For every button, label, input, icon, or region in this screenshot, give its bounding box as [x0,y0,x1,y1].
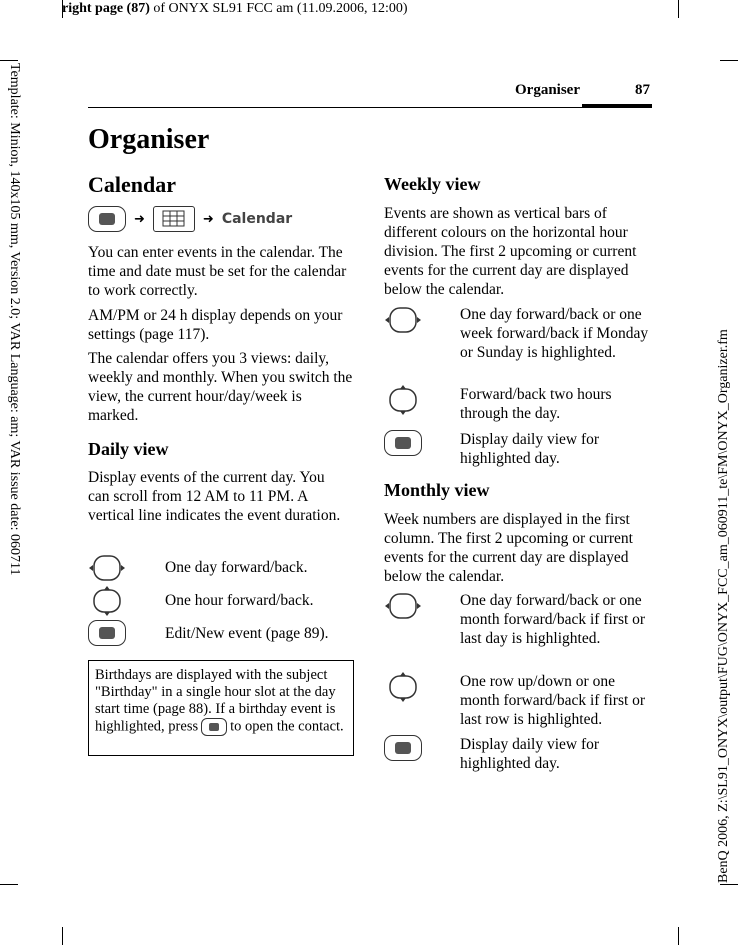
key-description: One row up/down or one month forward/back if first or last row is highlighted. [460,673,646,728]
template-info: Template: Minion, 140x105 mm, Version 2.0; VAR Language: am; VAR issue date: 060711 [7,63,22,576]
key-row [384,430,650,468]
weekly-view-heading: Weekly view [384,174,481,194]
key-row [384,305,650,362]
print-banner-rest: of ONYX SL91 FCC am (11.09.2006, 12:00) [149,1,408,16]
key-row [384,385,650,423]
key-row [88,620,329,646]
birthday-note [88,660,354,756]
crop-mark [678,0,679,18]
nav-up-down-icon [88,586,126,616]
print-banner [62,0,408,18]
page-title: Organiser [88,124,210,155]
calendar-intro-2: AM/PM or 24 h display depends on your settings (page 117). [88,307,343,343]
key-row [88,586,313,616]
calendar-intro-1: You can enter events in the calendar. The time and date must be set for the calendar to work correctly. [88,244,347,299]
calendar-intro-3: The calendar offers you 3 views: daily, weekly and monthly. When you switch the view, the current hour/day/week is marked. [88,350,353,424]
nav-left-right-icon [88,553,126,583]
key-description: Forward/back two hours through the day. [460,386,612,422]
key-row [384,735,650,773]
crop-mark [0,884,18,885]
page-number: 87 [635,82,650,98]
running-head-section: Organiser [515,82,580,98]
key-row [384,591,650,648]
calendar-menu-icon [153,206,195,232]
key-row [88,553,307,583]
daily-view-text: Display events of the current day. You can scroll from 12 AM to 11 PM. A vertical line indicates the event duration. [88,469,341,524]
crop-mark [62,927,63,945]
key-description: One day forward/back or one month forward/back if first or last day is highlighted. [460,592,646,647]
center-key-icon [201,718,227,736]
crop-mark [678,927,679,945]
key-description: Display daily view for highlighted day. [460,736,600,772]
center-key-icon [88,620,126,646]
nav-left-right-icon [384,591,422,621]
key-description: One hour forward/back. [165,592,314,609]
note-text-before: Birthdays are displayed with the subject "Birthday" in a single hour slot at the day start time (page 88). If a birthday event is highlighted, press [95,667,336,735]
print-banner-bold: right page (87) [62,1,150,16]
nav-left-right-icon [384,305,422,335]
header-rule [88,107,652,108]
key-description: One day forward/back. [165,559,308,576]
crop-mark [720,60,738,61]
monthly-view-heading: Monthly view [384,480,490,500]
center-key-icon [88,206,126,232]
weekly-view-text: Events are shown as vertical bars of different colours on the horizontal hour division. The first 2 upcoming or current events for the current day are displayed below the calendar. [384,205,637,298]
menu-path-label: Calendar [221,211,293,227]
crop-mark [720,884,738,885]
key-row [384,672,650,729]
arrow-icon: ➜ [134,211,145,227]
arrow-icon: ➜ [202,211,214,227]
nav-up-down-icon [384,672,422,702]
crop-mark [0,60,18,61]
nav-up-down-icon [384,385,422,415]
running-head [88,82,652,110]
center-key-icon [384,430,422,456]
monthly-view-text: Week numbers are displayed in the first column. The first 2 upcoming or current events for the current day are displayed below the calendar. [384,511,633,585]
header-tab [582,104,652,108]
note-text-after: to open the contact. [230,718,344,735]
calendar-heading: Calendar [88,172,176,197]
center-key-icon [384,735,422,761]
menu-path [88,206,292,232]
key-description: Edit/New event (page 89). [165,625,329,642]
key-description: One day forward/back or one week forward/back if Monday or Sunday is highlighted. [460,306,649,361]
daily-view-heading: Daily view [88,439,169,459]
key-description: Display daily view for highlighted day. [460,431,600,467]
file-path-info: BenQ 2006, Z:\SL91_ONYX\output\FUG\ONYX_FCC_am_060911_te\FM\ONYX_Organizer.fm [716,329,731,883]
